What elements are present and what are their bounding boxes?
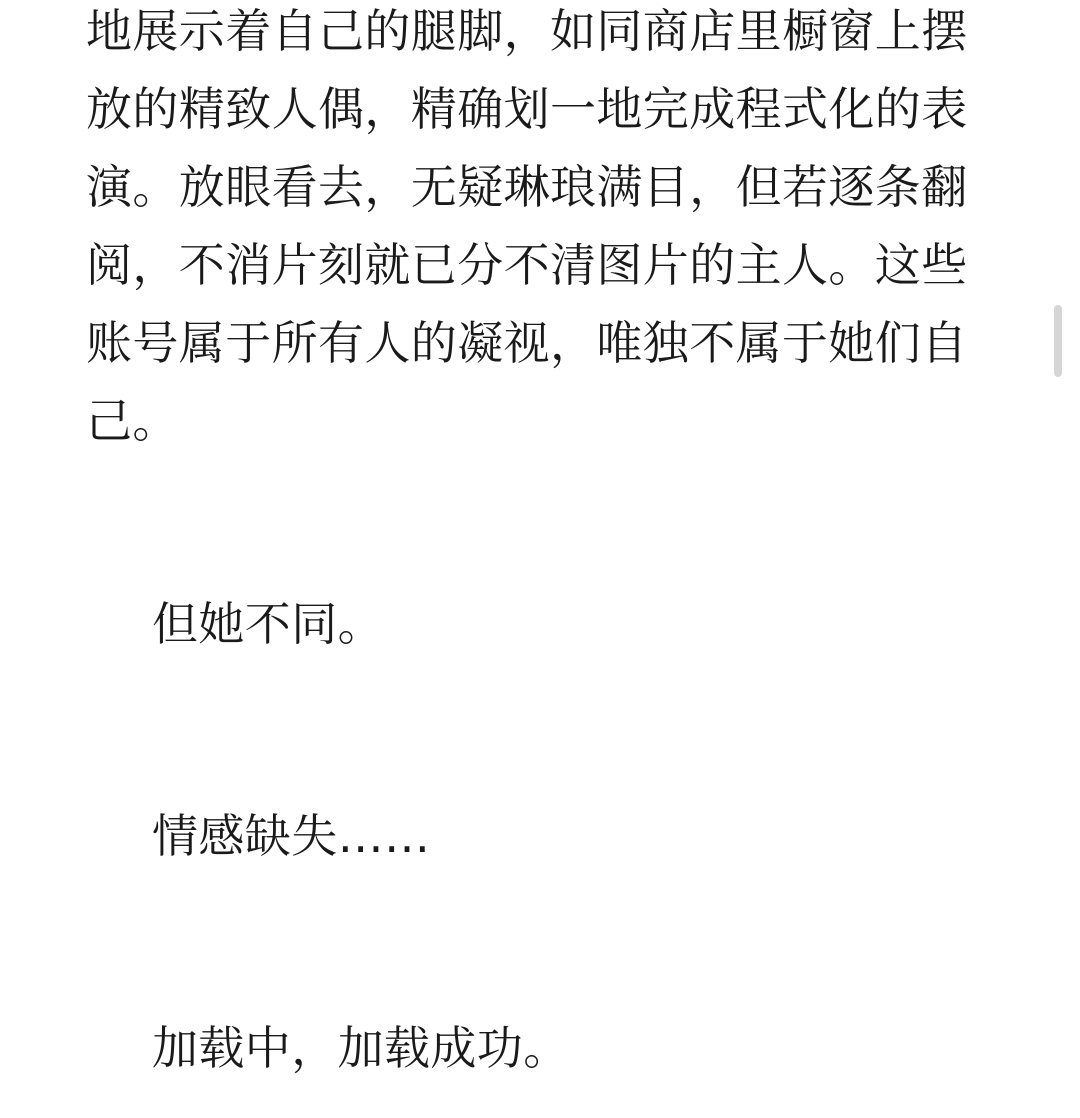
paragraph-line: 地展示着自己的腿脚，如同商店里橱窗上摆 xyxy=(86,4,968,58)
scrollbar-thumb[interactable] xyxy=(1054,305,1062,377)
paragraph-line: 演。放眼看去，无疑琳琅满目，但若逐条翻 xyxy=(86,160,968,214)
article-paragraph xyxy=(86,0,990,460)
short-paragraph: 但她不同。 xyxy=(152,597,384,651)
paragraph-line: 阅，不消片刻就已分不清图片的主人。这些 xyxy=(86,238,968,292)
paragraph-line: 账号属于所有人的凝视，唯独不属于她们自 xyxy=(86,316,968,370)
short-paragraph: 加载中，加载成功。 xyxy=(152,1021,570,1075)
paragraph-line: 己。 xyxy=(86,394,179,448)
paragraph-line: 放的精致人偶，精确划一地完成程式化的表 xyxy=(86,82,968,136)
short-paragraph: 情感缺失…… xyxy=(152,809,431,863)
